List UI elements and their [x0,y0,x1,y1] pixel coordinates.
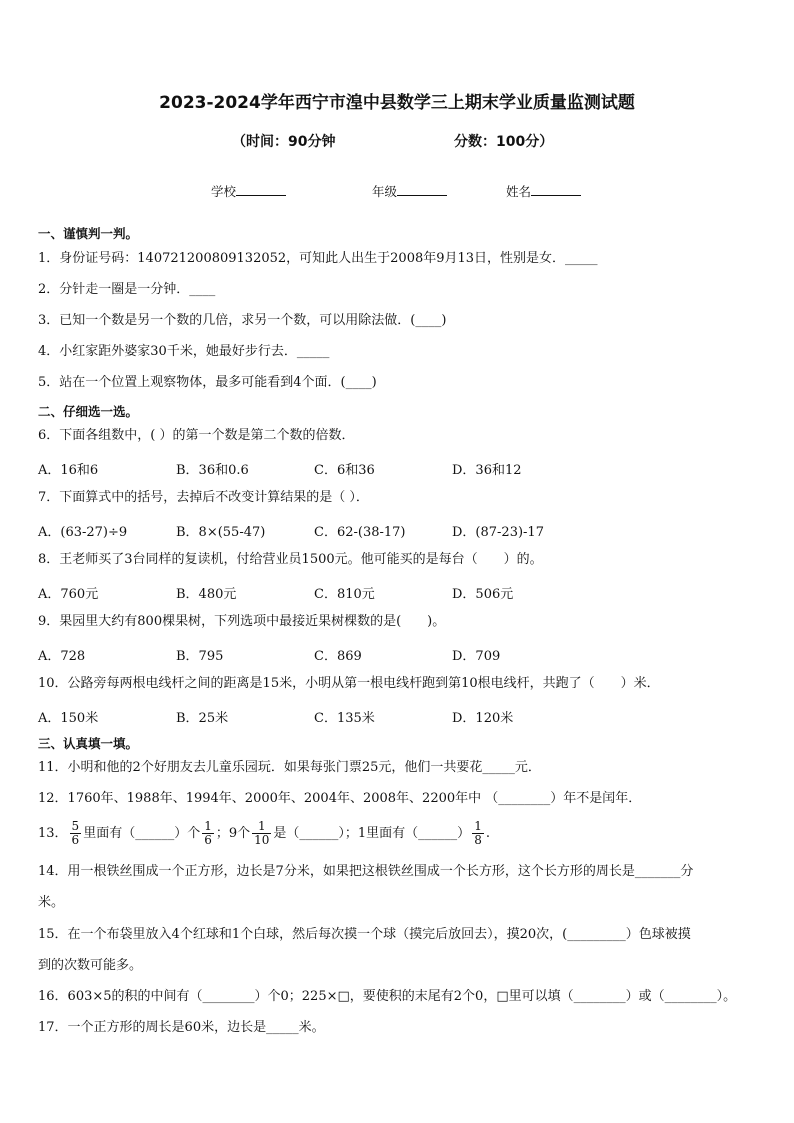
grade-blank[interactable] [397,183,447,196]
grade-label: 年级 [372,184,398,199]
question-3: 3．已知一个数是另一个数的几倍，求另一个数，可以用除法做．(____) [38,313,447,328]
option-d[interactable]: D．36和12 [452,463,522,478]
option-d[interactable]: D．120米 [452,711,514,726]
exam-score: 分数：100分） [454,134,554,150]
option-b[interactable]: B．8×(55-47) [176,525,266,540]
question-14-line1: 14．用一根铁丝围成一个正方形，边长是7分米，如果把这根铁丝围成一个长方形，这个长方形的周长是_______分 [38,864,694,879]
options-q7 [38,521,758,540]
option-c[interactable]: C．135米 [314,711,375,726]
name-blank[interactable] [531,183,581,196]
school-field[interactable] [211,182,286,200]
question-1: 1．身份证号码：140721200809132052，可知此人出生于2008年9月13日，性别是女．_____ [38,251,598,266]
option-c[interactable]: C．62-(38-17) [314,525,406,540]
school-label: 学校 [211,184,237,199]
question-13-end: . [485,826,490,841]
option-a[interactable]: A．150米 [38,711,99,726]
options-q8 [38,583,758,602]
option-b[interactable]: B．795 [176,649,224,664]
name-field[interactable] [506,182,581,200]
option-a[interactable]: A．760元 [38,587,99,602]
options-q9 [38,645,758,664]
question-15-line1: 15．在一个布袋里放入4个红球和1个白球，然后每次摸一个球（摸完后放回去），摸20次，(_________）色球被摸 [38,927,691,942]
question-4: 4．小红家距外婆家30千米，她最好步行去．_____ [38,344,330,359]
option-a[interactable]: A．728 [38,649,86,664]
options-q6 [38,459,758,478]
denominator: 8 [474,833,482,847]
question-13-text-a: 里面有（______）个 [83,826,201,841]
option-b[interactable]: B．36和0.6 [176,463,249,478]
denominator: 10 [254,833,270,847]
question-2: 2．分针走一圈是一分钟．____ [38,282,216,297]
section-fill: 三、认真填一填。 [38,736,139,751]
option-a[interactable]: A．(63-27)÷9 [38,525,128,540]
page-title: 2023-2024学年西宁市湟中县数学三上期末学业质量监测试题 [159,93,635,113]
question-10: 10．公路旁每两根电线杆之间的距离是15米，小明从第一根电线杆跑到第10根电线杆，共跑了（ ）米． [38,676,660,691]
grade-field[interactable] [372,182,447,200]
numerator: 1 [204,819,212,833]
option-d[interactable]: D．(87-23)-17 [452,525,544,540]
question-5: 5．站在一个位置上观察物体，最多可能看到4个面．(____) [38,375,377,390]
option-b[interactable]: B．25米 [176,711,229,726]
exam-time: （时间：90分钟 [232,134,336,150]
option-d[interactable]: D．506元 [452,587,514,602]
fraction-1-6 [202,820,214,847]
question-17: 17．一个正方形的周长是60米，边长是_____米。 [38,1020,325,1035]
denominator: 6 [204,833,212,847]
school-blank[interactable] [236,183,286,196]
question-6: 6．下面各组数中，( ）的第一个数是第二个数的倍数． [38,428,355,443]
question-9: 9．果园里大约有800棵果树，下列选项中最接近果树棵数的是( )。 [38,614,446,629]
question-13-text-c: 是（______）；1里面有（______） [273,826,471,841]
question-13-number: 13． [38,826,68,841]
numerator: 5 [71,819,80,833]
option-a[interactable]: A．16和6 [38,463,99,478]
fraction-5-6 [70,820,82,847]
section-judge: 一、谨慎判一判。 [38,226,139,241]
question-13 [38,817,490,851]
option-d[interactable]: D．709 [452,649,501,664]
question-16: 16．603×5的积的中间有（________）个0；225×□，要使积的末尾有2个0，□里可以填（________）或（________）。 [38,989,737,1004]
options-q10 [38,707,758,726]
question-14-line2: 米。 [38,895,65,910]
option-c[interactable]: C．869 [314,649,362,664]
option-c[interactable]: C．810元 [314,587,375,602]
numerator: 1 [252,820,271,834]
question-11: 11．小明和他的2个好朋友去儿童乐园玩．如果每张门票25元，他们一共要花_____元． [38,760,541,775]
question-8: 8．王老师买了3台同样的复读机，付给营业员1500元。他可能买的是每台（ ）的。 [38,552,543,567]
question-12: 12．1760年、1988年、1994年、2000年、2004年、2008年、2200年中 （________）年不是闰年． [38,791,642,806]
option-b[interactable]: B．480元 [176,587,237,602]
fraction-1-8 [472,820,484,847]
option-c[interactable]: C．6和36 [314,463,375,478]
question-13-text-b: ；9个 [215,826,251,841]
question-15-line2: 到的次数可能多。 [38,958,143,973]
question-7: 7．下面算式中的括号，去掉后不改变计算结果的是（ ）． [38,490,369,505]
name-label: 姓名 [506,184,532,199]
denominator: 6 [71,833,80,847]
numerator: 1 [474,819,482,833]
fraction-1-10 [252,820,271,847]
section-choose: 二、仔细选一选。 [38,404,139,419]
